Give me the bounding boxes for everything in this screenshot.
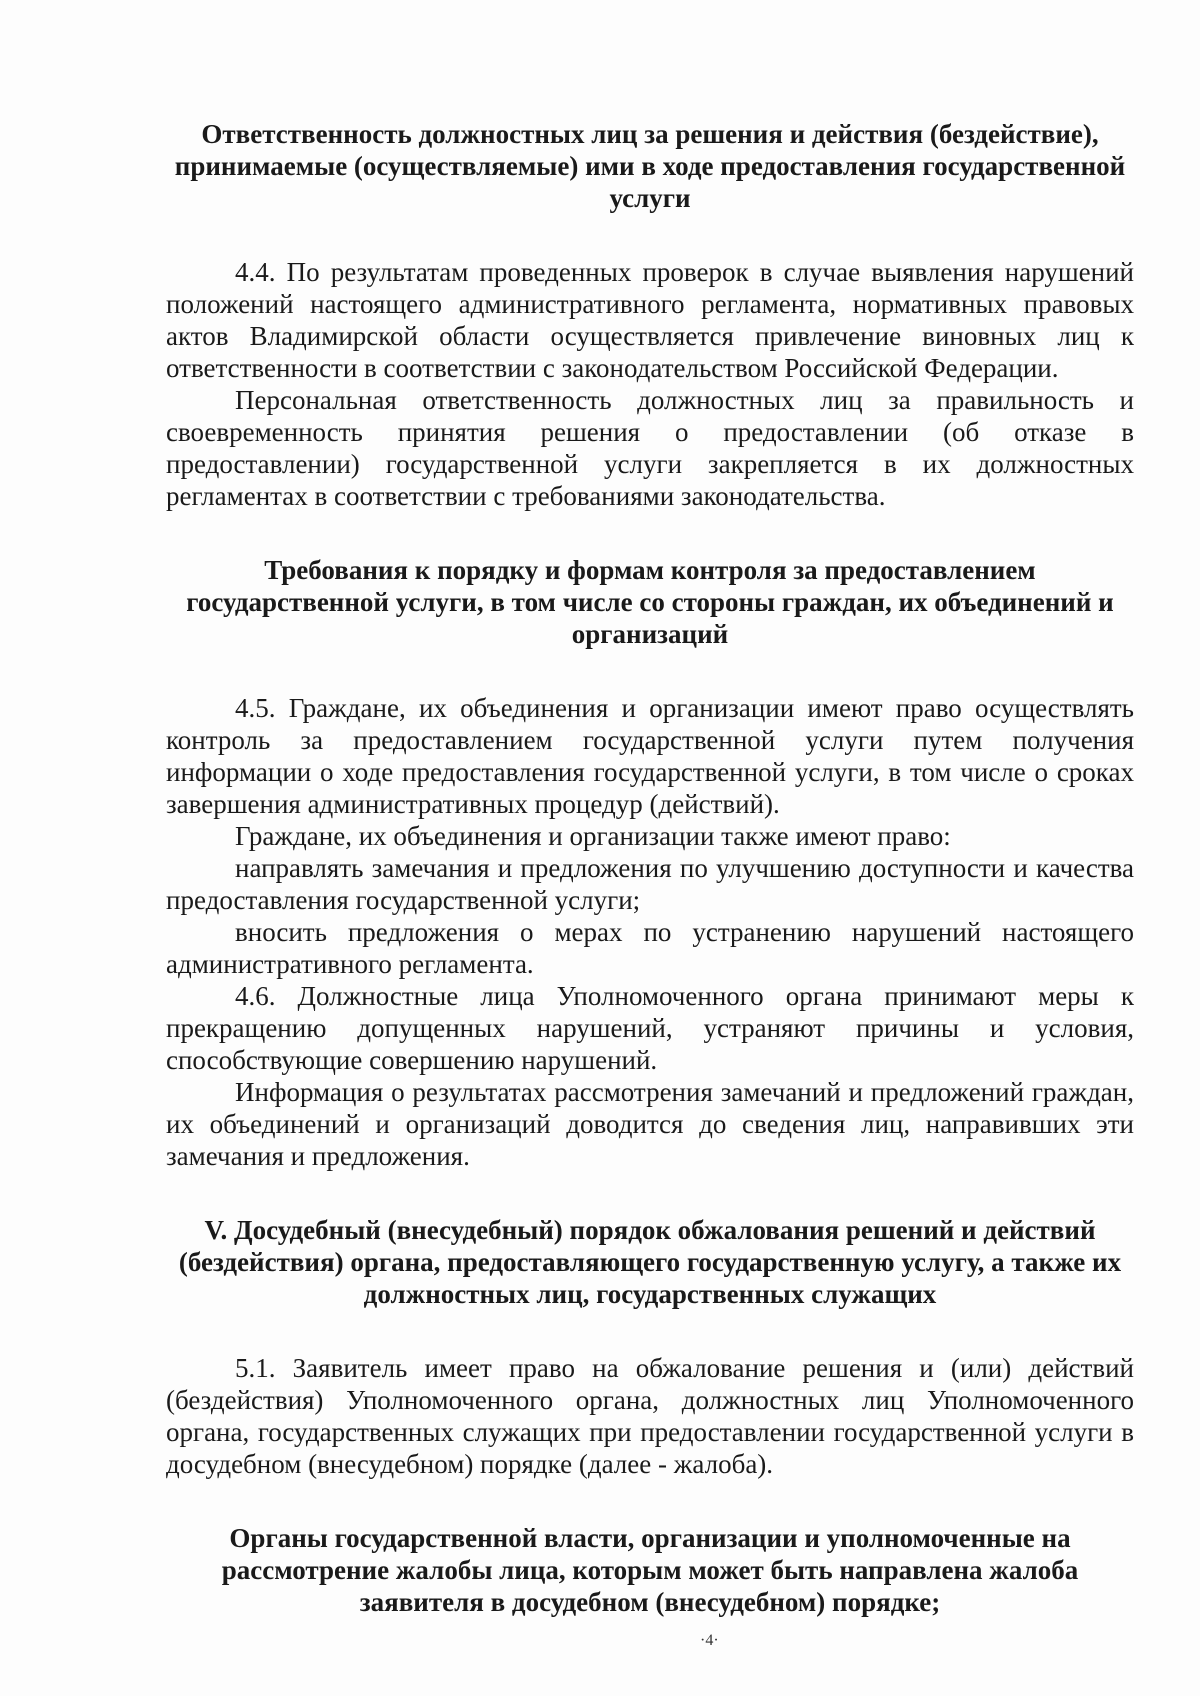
paragraph-5-1: 5.1. Заявитель имеет право на обжалование решения и (или) действий (бездействия) Уполномоченного органа, должностных лиц Уполномоченного органа, государственных служащих при предоставлении государственной услуги в досудебном (внесудебном) порядке (далее - жалоба). xyxy=(166,1353,1134,1479)
section-heading-responsibility: Ответственность должностных лиц за решения и действия (бездействие), принимаемые (осуществляемые) ими в ходе предоставления государственной услуги xyxy=(174,119,1126,213)
section-heading-control-requirements: Требования к порядку и формам контроля за предоставлением государственной услуги, в том числе со стороны граждан, их объединений и организаций xyxy=(186,555,1114,649)
paragraph-information-results: Информация о результатах рассмотрения замечаний и предложений граждан, их объединений и организаций доводится до сведения лиц, направивших эти замечания и предложения. xyxy=(166,1077,1134,1171)
paragraph-citizens-rights: Граждане, их объединения и организации также имеют право: xyxy=(235,821,951,851)
section-heading-authorities: Органы государственной власти, организации и уполномоченные на рассмотрение жалобы лица, которым может быть направлена жалоба заявителя в досудебном (внесудебном) порядке; xyxy=(221,1523,1079,1617)
document-body xyxy=(166,118,1134,1618)
paragraph-4-6: 4.6. Должностные лица Уполномоченного органа принимают меры к прекращению допущенных нарушений, устраняют причины и условия, способствующие совершению нарушений. xyxy=(166,981,1134,1075)
page-number: ·4· xyxy=(700,1632,719,1649)
paragraph-4-4: 4.4. По результатам проведенных проверок в случае выявления нарушений положений настоящего административного регламента, нормативных правовых актов Владимирской области осуществляется привлечение виновных лиц к ответственности в соответствии с законодательством Российской Федерации. xyxy=(166,257,1134,383)
section-heading-v-appeal: V. Досудебный (внесудебный) порядок обжалования решений и действий (бездействия) органа, предоставляющего государственную услугу, а также их должностных лиц, государственных служащих xyxy=(178,1215,1122,1309)
paragraph-4-5: 4.5. Граждане, их объединения и организации имеют право осуществлять контроль за предоставлением государственной услуги путем получения информации о ходе предоставления государственной услуги, в том числе о сроках завершения административных процедур (действий). xyxy=(166,693,1134,819)
paragraph-personal-responsibility: Персональная ответственность должностных лиц за правильность и своевременность принятия решения о предоставлении (об отказе в предоставлении) государственной услуги закрепляется в их должностных регламентах в соответствии с требованиями законодательства. xyxy=(166,385,1134,511)
paragraph-send-remarks: направлять замечания и предложения по улучшению доступности и качества предоставления государственной услуги; xyxy=(166,853,1134,915)
paragraph-submit-proposals: вносить предложения о мерах по устранению нарушений настоящего административного регламента. xyxy=(166,917,1134,979)
